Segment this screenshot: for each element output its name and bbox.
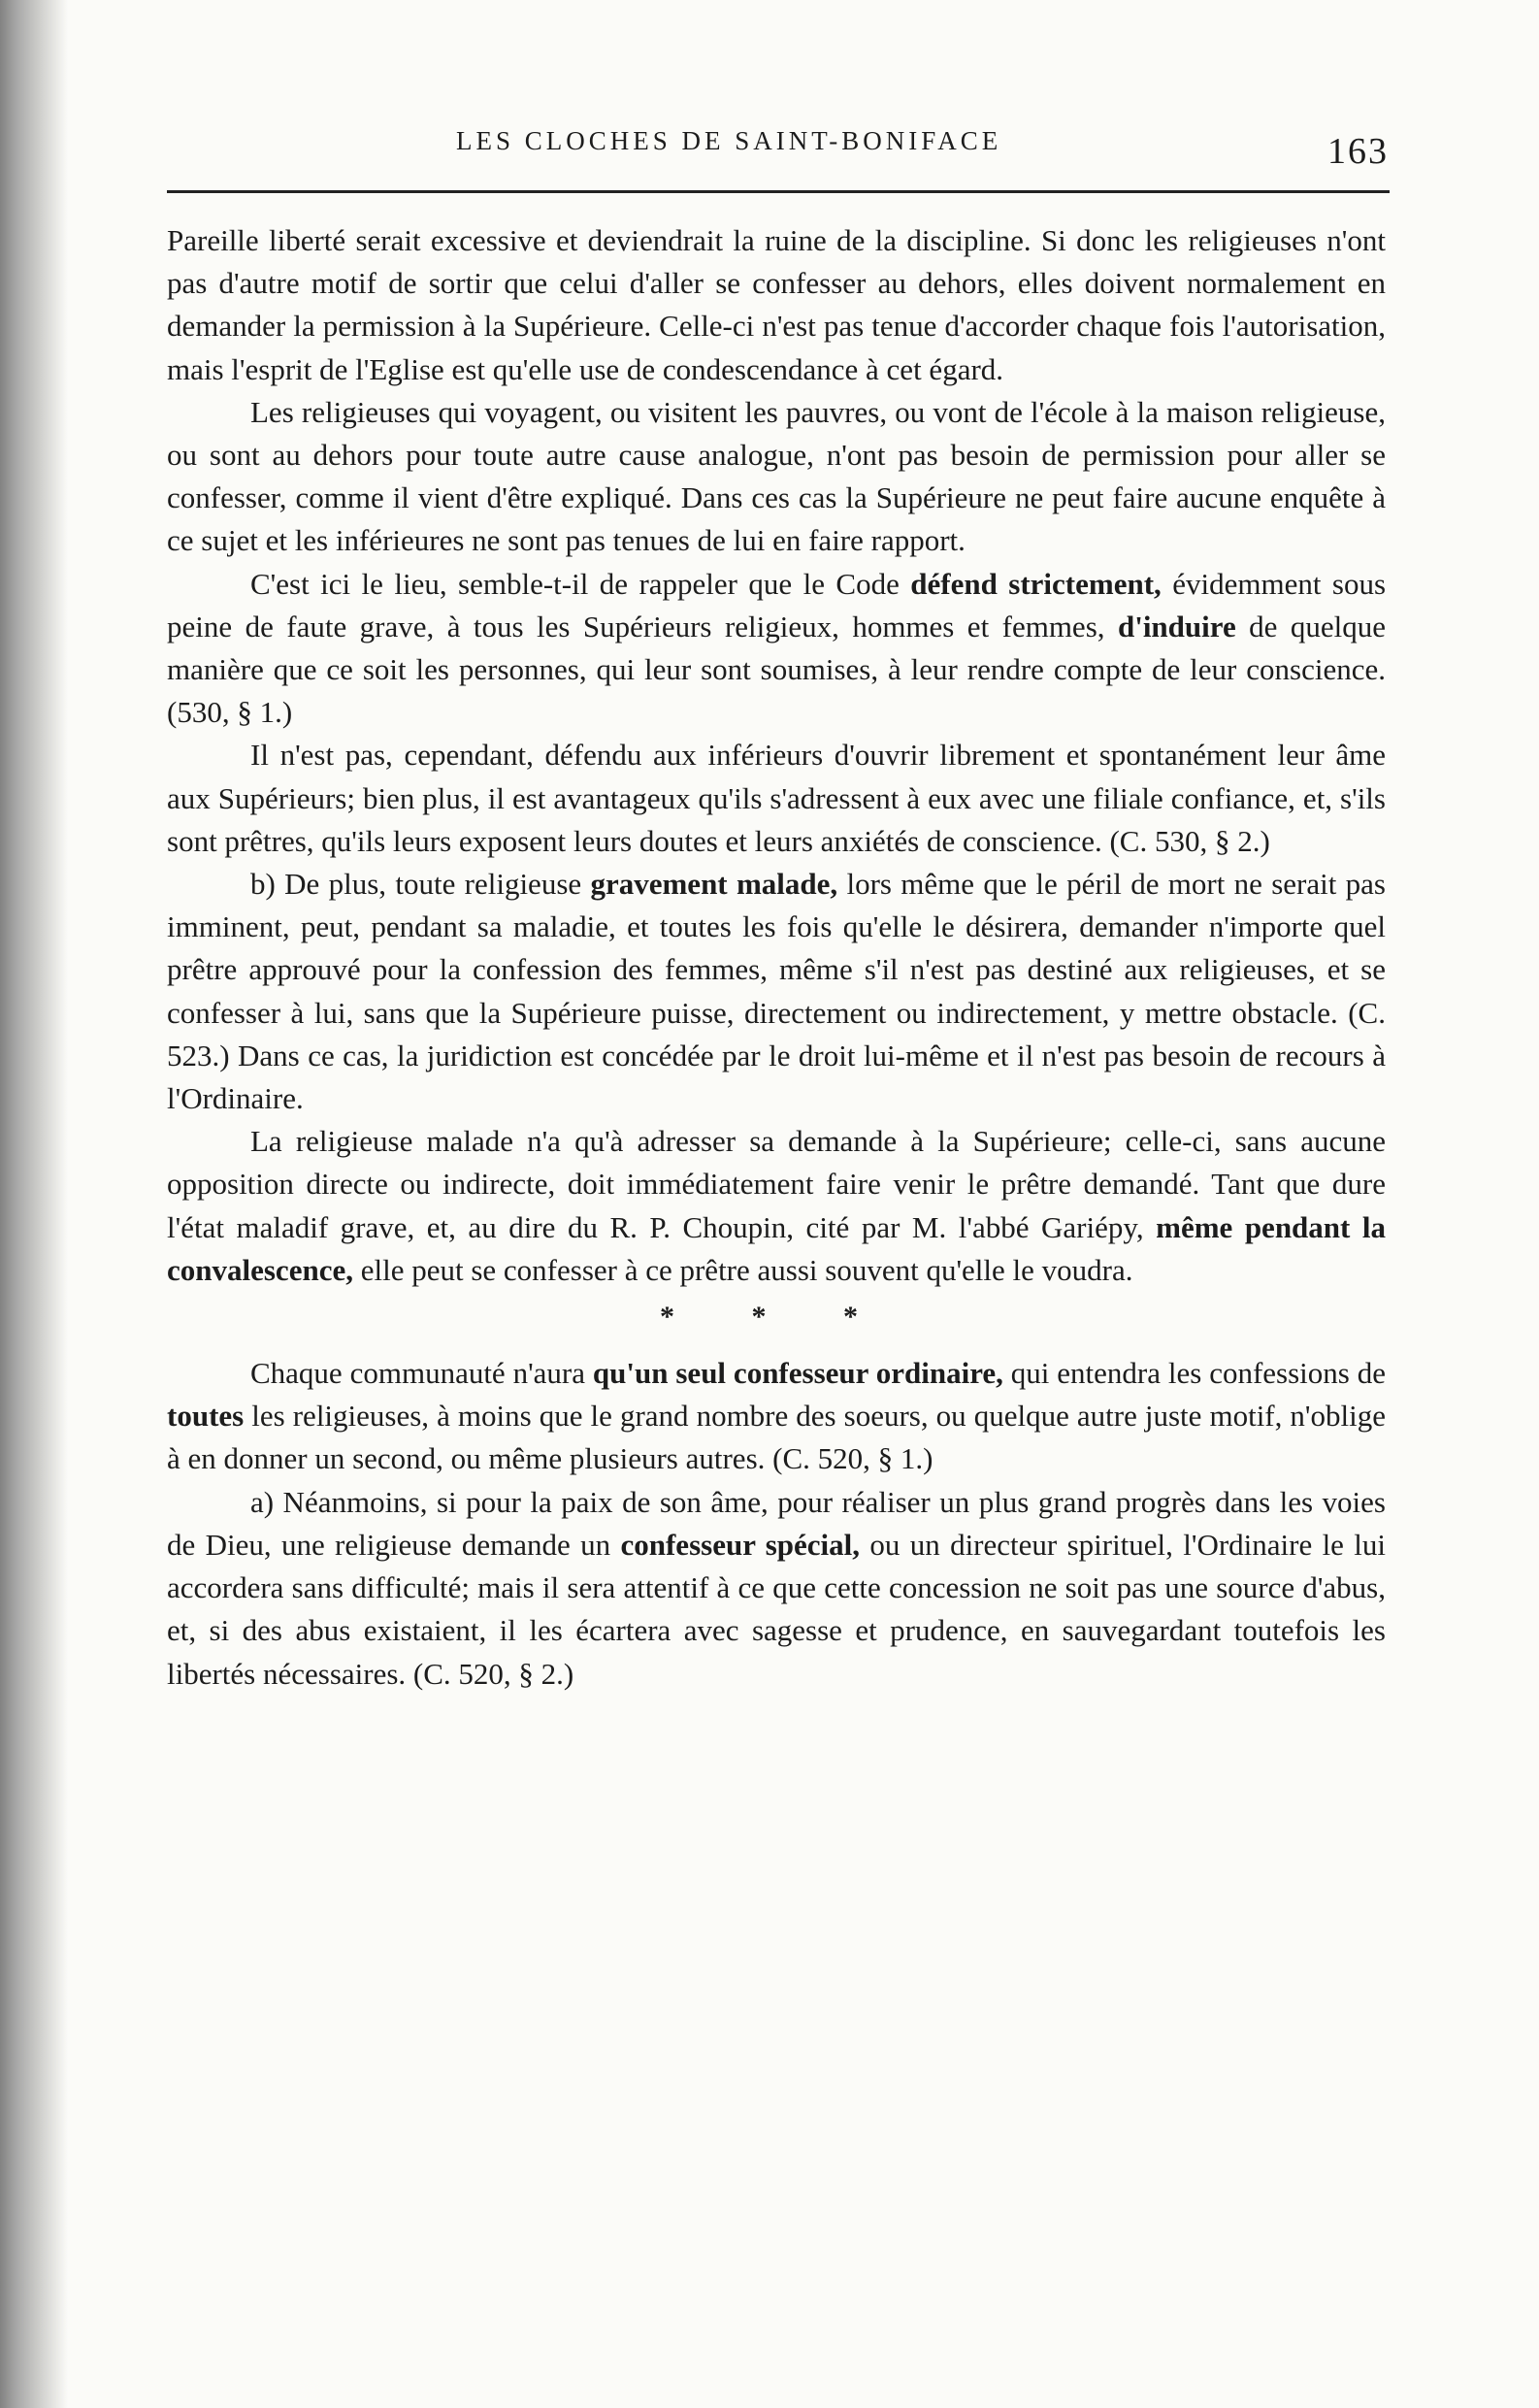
text-run: Chaque communauté n'aura xyxy=(250,1356,593,1391)
emphasis-text: d'induire xyxy=(1117,609,1236,643)
text-run: elle peut se confesser à ce prêtre aussi souvent qu'elle le voudra. xyxy=(352,1252,1133,1287)
paragraph-1 xyxy=(167,219,1386,391)
text-run: les religieuses, à moins que le grand nombre des soeurs, ou quelque autre juste motif, n'oblige à en donner un second, ou même plusieurs autres. (C. 520, § 1.) xyxy=(167,1399,1386,1476)
paragraph-8 xyxy=(167,1481,1386,1696)
running-header: LES CLOCHES DE SAINT-BONIFACE xyxy=(456,126,1002,155)
text-run: Il n'est pas, cependant, défendu aux inférieurs d'ouvrir librement et spontanément leur âme aux Supérieurs; bien plus, il est avantageux qu'ils s'adressent à eux avec une filiale confiance, et, s'ils sont prêtres, qu'ils leurs exposent leurs doutes et leurs anxiétés de conscience. (C. 530, § 2.) xyxy=(167,738,1386,858)
body-text xyxy=(167,219,1386,1696)
text-run: C'est ici le lieu, semble-t-il de rappeler que le Code xyxy=(250,566,911,601)
paragraph-3 xyxy=(167,563,1386,735)
text-run: de quelque manière que ce soit les personnes, qui leur sont soumises, à leur rendre compte de leur conscience. (530, § 1.) xyxy=(167,609,1387,730)
text-run: lors même que le péril de mort ne serait pas imminent, peut, pendant sa maladie, et toutes les fois qu'elle le désirera, demander n'importe quel prêtre approuvé pour la confession des femmes, même s'il n'est pas destiné aux religieuses, et se confesser à lui, sans que la Supérieure puisse, directement ou indirectement, y mettre obstacle. (C. 523.) Dans ce cas, la juridiction est concédée par le droit lui-même et il n'est pas besoin de recours à l'Ordinaire. xyxy=(167,867,1386,1116)
page-number: 163 xyxy=(1327,131,1389,172)
emphasis-text: confesseur spécial, xyxy=(620,1527,861,1562)
header-rule xyxy=(167,190,1390,193)
section-separator: * * * xyxy=(660,1301,893,1334)
text-run: ou un directeur spirituel, l'Ordinaire le lui accordera sans difficulté; mais il sera attentif à ce que cette concession ne soit pas une source d'abus, et, si des abus existaient, il les écartera avec sagesse et prudence, en sauvegardant toutefois les libertés nécessaires. (C. 520, § 2.) xyxy=(167,1527,1387,1691)
scanned-binding-edge xyxy=(0,0,68,2408)
paragraph-5 xyxy=(167,863,1386,1120)
paragraph-7 xyxy=(167,1352,1386,1481)
text-run: évidemment sous peine de faute grave, à tous les Supérieurs religieux, hommes et femmes, xyxy=(167,566,1387,643)
paragraph-6 xyxy=(167,1120,1386,1292)
paragraph-4 xyxy=(167,734,1386,863)
emphasis-text: défend strictement, xyxy=(910,566,1162,601)
text-run: qui entendra les confessions de xyxy=(1002,1356,1386,1391)
text-run: b) De plus, toute religieuse xyxy=(250,867,591,902)
emphasis-text: qu'un seul confesseur ordinaire, xyxy=(592,1356,1003,1391)
emphasis-text: toutes xyxy=(167,1399,245,1434)
text-run: La religieuse malade n'a qu'à adresser sa demande à la Supérieure; celle-ci, sans aucune opposition directe ou indirecte, doit immédiatement faire venir le prêtre demandé. Tant que dure l'état maladif grave, et, au dire du R. P. Choupin, cité par M. l'abbé Gariépy, xyxy=(167,1124,1386,1244)
emphasis-text: gravement malade, xyxy=(590,867,838,902)
paragraph-2 xyxy=(167,391,1386,563)
text-run: Les religieuses qui voyagent, ou visitent les pauvres, ou vont de l'école à la maison religieuse, ou sont au dehors pour toute autre cause analogue, n'ont pas besoin de permission pour aller se confesser, comme il vient d'être expliqué. Dans ces cas la Supérieure ne peut faire aucune enquête à ce sujet et les inférieures ne sont pas tenues de lui en faire rapport. xyxy=(167,394,1386,558)
emphasis-text: même pendant la convalescence, xyxy=(167,1209,1386,1287)
text-run: a) Néanmoins, si pour la paix de son âme, pour réaliser un plus grand progrès dans les voies de Dieu, une religieuse demande un xyxy=(167,1484,1386,1562)
text-run: Pareille liberté serait excessive et deviendrait la ruine de la discipline. Si donc les religieuses n'ont pas d'autre motif de sortir que celui d'aller se confesser au dehors, elles doivent normalement en demander la permission à la Supérieure. Celle-ci n'est pas tenue d'accorder chaque fois l'autorisation, mais l'esprit de l'Eglise est qu'elle use de condescendance à cet égard. xyxy=(167,223,1386,386)
